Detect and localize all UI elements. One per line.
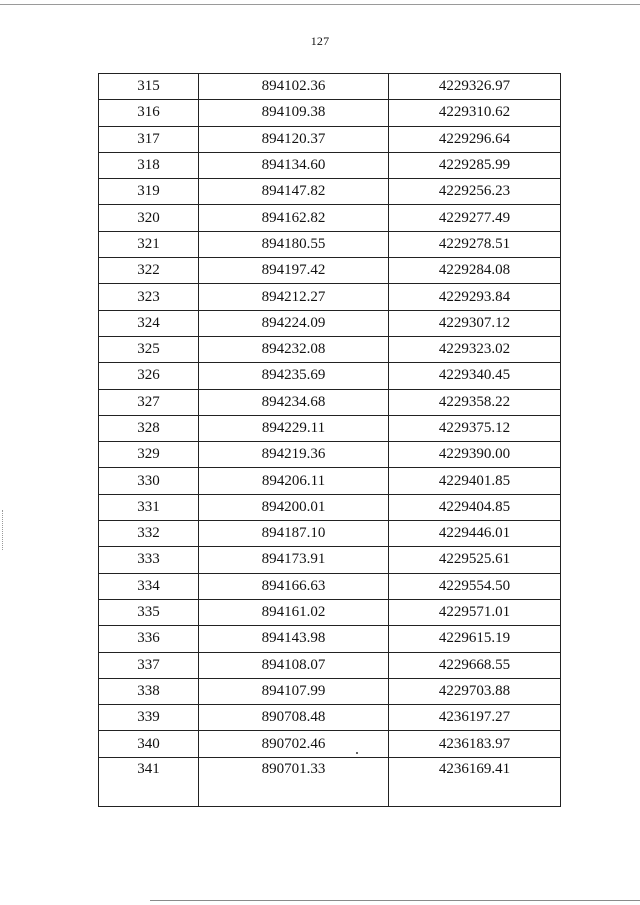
table-row xyxy=(99,652,561,678)
table-row xyxy=(99,678,561,704)
x-coordinate-cell: 894187.10 xyxy=(199,521,389,547)
y-coordinate-cell: 4229615.19 xyxy=(389,626,561,652)
table-row xyxy=(99,521,561,547)
point-number-cell: 323 xyxy=(99,284,199,310)
point-number-cell: 338 xyxy=(99,678,199,704)
point-number-cell: 320 xyxy=(99,205,199,231)
point-number-cell: 336 xyxy=(99,626,199,652)
point-number-cell: 328 xyxy=(99,415,199,441)
y-coordinate-cell: 4229340.45 xyxy=(389,363,561,389)
table-row xyxy=(99,705,561,731)
point-number-cell: 322 xyxy=(99,258,199,284)
table-row xyxy=(99,731,561,757)
y-coordinate-cell: 4229703.88 xyxy=(389,678,561,704)
x-coordinate-cell: 894206.11 xyxy=(199,468,389,494)
table-row xyxy=(99,626,561,652)
table-row xyxy=(99,547,561,573)
y-coordinate-cell: 4229358.22 xyxy=(389,389,561,415)
point-number-cell: 330 xyxy=(99,468,199,494)
table-row xyxy=(99,573,561,599)
point-number-cell: 332 xyxy=(99,521,199,547)
y-coordinate-cell: 4229390.00 xyxy=(389,442,561,468)
table-row xyxy=(99,152,561,178)
y-coordinate-cell: 4229323.02 xyxy=(389,336,561,362)
x-coordinate-cell: 894229.11 xyxy=(199,415,389,441)
x-coordinate-cell: 894107.99 xyxy=(199,678,389,704)
x-coordinate-cell: 890708.48 xyxy=(199,705,389,731)
y-coordinate-cell: 4229525.61 xyxy=(389,547,561,573)
point-number-cell: 334 xyxy=(99,573,199,599)
x-coordinate-cell: 894234.68 xyxy=(199,389,389,415)
page-number: 127 xyxy=(310,34,330,48)
table-row xyxy=(99,74,561,100)
y-coordinate-cell: 4229307.12 xyxy=(389,310,561,336)
point-number-cell: 341 xyxy=(99,757,199,806)
x-coordinate-cell: 894166.63 xyxy=(199,573,389,599)
x-coordinate-cell: 894120.37 xyxy=(199,126,389,152)
table-row xyxy=(99,442,561,468)
table-row xyxy=(99,494,561,520)
table-row xyxy=(99,599,561,625)
point-number-cell: 318 xyxy=(99,152,199,178)
bottom-rule xyxy=(150,900,640,901)
point-number-cell: 317 xyxy=(99,126,199,152)
y-coordinate-cell: 4229256.23 xyxy=(389,179,561,205)
x-coordinate-cell: 894134.60 xyxy=(199,152,389,178)
point-number-cell: 324 xyxy=(99,310,199,336)
scan-speck xyxy=(356,752,358,754)
x-coordinate-cell: 894235.69 xyxy=(199,363,389,389)
y-coordinate-cell: 4229668.55 xyxy=(389,652,561,678)
table-row xyxy=(99,258,561,284)
y-coordinate-cell: 4229293.84 xyxy=(389,284,561,310)
point-number-cell: 327 xyxy=(99,389,199,415)
table-row xyxy=(99,363,561,389)
margin-mark xyxy=(2,510,3,550)
y-coordinate-cell: 4229401.85 xyxy=(389,468,561,494)
point-number-cell: 325 xyxy=(99,336,199,362)
point-number-cell: 326 xyxy=(99,363,199,389)
coordinate-table xyxy=(98,73,561,807)
point-number-cell: 329 xyxy=(99,442,199,468)
y-coordinate-cell: 4229571.01 xyxy=(389,599,561,625)
x-coordinate-cell: 894224.09 xyxy=(199,310,389,336)
y-coordinate-cell: 4229404.85 xyxy=(389,494,561,520)
x-coordinate-cell: 894147.82 xyxy=(199,179,389,205)
x-coordinate-cell: 894102.36 xyxy=(199,74,389,100)
y-coordinate-cell: 4236197.27 xyxy=(389,705,561,731)
point-number-cell: 340 xyxy=(99,731,199,757)
y-coordinate-cell: 4236169.41 xyxy=(389,757,561,806)
x-coordinate-cell: 894108.07 xyxy=(199,652,389,678)
table-row xyxy=(99,757,561,806)
point-number-cell: 337 xyxy=(99,652,199,678)
table-row xyxy=(99,389,561,415)
point-number-cell: 319 xyxy=(99,179,199,205)
y-coordinate-cell: 4229375.12 xyxy=(389,415,561,441)
table-row xyxy=(99,231,561,257)
point-number-cell: 333 xyxy=(99,547,199,573)
y-coordinate-cell: 4229554.50 xyxy=(389,573,561,599)
table-row xyxy=(99,415,561,441)
table-row xyxy=(99,468,561,494)
y-coordinate-cell: 4229285.99 xyxy=(389,152,561,178)
x-coordinate-cell: 894200.01 xyxy=(199,494,389,520)
table-row xyxy=(99,284,561,310)
x-coordinate-cell: 894161.02 xyxy=(199,599,389,625)
x-coordinate-cell: 894232.08 xyxy=(199,336,389,362)
table-row xyxy=(99,205,561,231)
table-row xyxy=(99,310,561,336)
table-body xyxy=(99,74,561,807)
x-coordinate-cell: 890701.33 xyxy=(199,757,389,806)
y-coordinate-cell: 4229284.08 xyxy=(389,258,561,284)
x-coordinate-cell: 894173.91 xyxy=(199,547,389,573)
x-coordinate-cell: 894143.98 xyxy=(199,626,389,652)
point-number-cell: 315 xyxy=(99,74,199,100)
top-rule xyxy=(0,4,640,5)
y-coordinate-cell: 4229296.64 xyxy=(389,126,561,152)
y-coordinate-cell: 4236183.97 xyxy=(389,731,561,757)
table-row xyxy=(99,336,561,362)
y-coordinate-cell: 4229326.97 xyxy=(389,74,561,100)
x-coordinate-cell: 894109.38 xyxy=(199,100,389,126)
table-row xyxy=(99,100,561,126)
x-coordinate-cell: 894180.55 xyxy=(199,231,389,257)
point-number-cell: 331 xyxy=(99,494,199,520)
x-coordinate-cell: 894212.27 xyxy=(199,284,389,310)
y-coordinate-cell: 4229278.51 xyxy=(389,231,561,257)
x-coordinate-cell: 890702.46 xyxy=(199,731,389,757)
table-row xyxy=(99,179,561,205)
point-number-cell: 339 xyxy=(99,705,199,731)
table-row xyxy=(99,126,561,152)
x-coordinate-cell: 894219.36 xyxy=(199,442,389,468)
x-coordinate-cell: 894162.82 xyxy=(199,205,389,231)
point-number-cell: 321 xyxy=(99,231,199,257)
point-number-cell: 335 xyxy=(99,599,199,625)
x-coordinate-cell: 894197.42 xyxy=(199,258,389,284)
point-number-cell: 316 xyxy=(99,100,199,126)
y-coordinate-cell: 4229446.01 xyxy=(389,521,561,547)
y-coordinate-cell: 4229310.62 xyxy=(389,100,561,126)
y-coordinate-cell: 4229277.49 xyxy=(389,205,561,231)
